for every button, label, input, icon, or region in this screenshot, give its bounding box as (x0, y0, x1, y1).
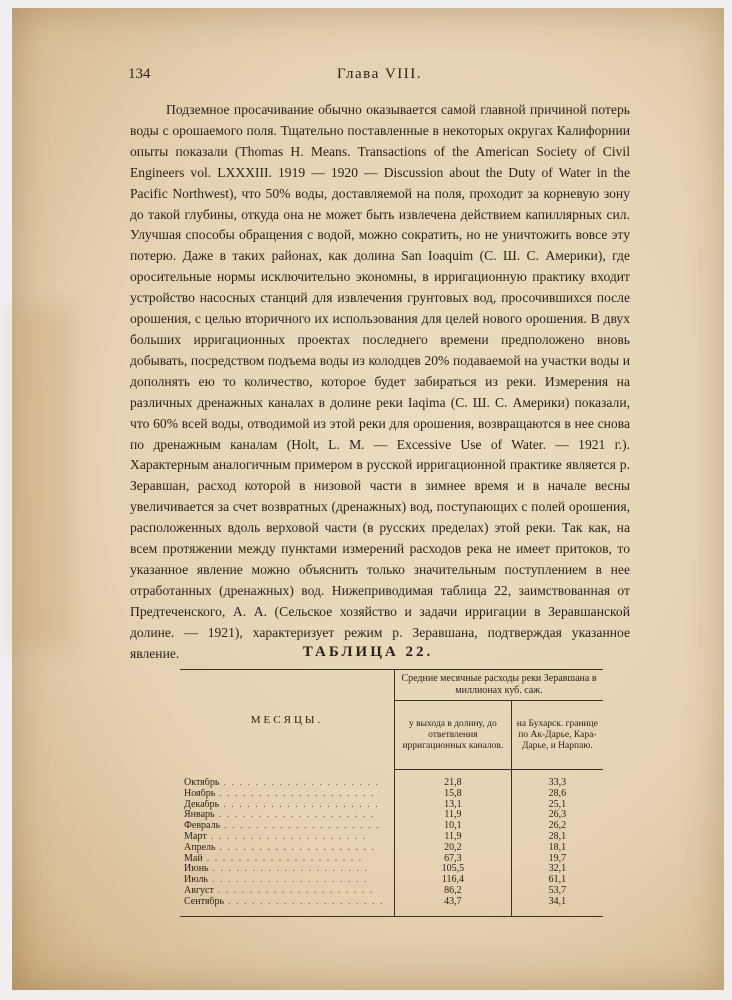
value-border: 34,1 (548, 895, 567, 907)
table-body (180, 778, 603, 908)
month-cell (180, 832, 395, 843)
month-label: Сентябрь (184, 896, 225, 907)
leader-dots: . . . . . . . . . . . . . . . . . . . . (208, 864, 369, 875)
month-label: Июль (184, 875, 208, 886)
leader-dots: . . . . . . . . . . . . . . . . . . . . (219, 778, 380, 788)
value-border: 26,2 (548, 820, 567, 832)
table-row (180, 810, 603, 821)
book-page (12, 8, 724, 990)
table-row (180, 832, 603, 843)
discharge-table (180, 669, 603, 917)
month-cell (180, 800, 395, 811)
value-outlet: 43,7 (395, 897, 512, 908)
value-outlet: 13,1 (395, 800, 512, 811)
leader-dots: . . . . . . . . . . . . . . . . . . . . (214, 810, 375, 821)
value-outlet: 10,1 (395, 821, 512, 832)
leader-dots: . . . . . . . . . . . . . . . . . . . . (215, 842, 376, 853)
value-border: 61,1 (548, 874, 567, 886)
value-border: 28,1 (548, 830, 567, 842)
table-title: ТАБЛИЦА 22. (302, 644, 434, 660)
value-border: 25,1 (548, 798, 567, 810)
value-border: 18,1 (548, 841, 567, 853)
body-paragraph: Подземное просачивание обычно оказывается самой главной причиной потерь воды с орошаемого поля. Тщательно поставленные в некоторых округах Калифорнии опыты показали (Thomas H. Means. Transactions of the American Society of Civil Engineers vol. LXXXIII. 1919 — 1920 — Discussion about the Duty of Water in the Pacific Northwest), что 50% воды, доставляемой на поля, проходит за корневую зону до такой глубины, откуда она не может быть извлечена действием капиллярных сил. Улучшая способы обращения с водой, можно сократить, но не уничтожить вовсе эту потерю. Даже в таких районах, как долина San Ioaquim (С. Ш. С. Америки), где оросительные нормы исключительно экономны, в ирригационную практику входит устройство насосных станций для извлечения грунтовых вод, просочившихся после орошения, с целью вторичного их использования для целей нового орошения. В двух больших ирригационных проектах последнего времени предположено вновь добывать, посредством подъема воды из колодцев 20% подаваемой на участки воды и дополнять ею то количество, которое будет забираться из реки. Измерения на различных дренажных каналах в долине реки Iaqima (С. Ш. С. Америки) показали, что 60% всей воды, отводимой из этой реки для орошения, возвращаются в нее снова по дренажным каналам (Holt, L. M. — Excessive Use of Water. — 1921 г.). Характерным аналогичным примером в русской ирригационной практике является р. Зеравшан, расход которой в низовой части в зимнее время и в начале весны увеличивается за счет возвратных (дренажных) вод, поступающих с полей орошения, расположенных вдоль верховой части (в русских пределах) этой реки. Так как, на всем протяжении между пунктами измерений расходов река не имеет притоков, то указанное явление можно объяснить только значительным поступлением в нее отработанных (дренажных) вод. Нижеприводимая таблица 22, заимствованная от Предтеченского, А. А. (Сельское хозяйство и задачи ирригации в Зеравшанской долине. — 1921), характеризует режим р. Зеравшана, подтверждая указанное явление. (130, 102, 630, 661)
value-border: 53,7 (548, 884, 567, 896)
table-row (180, 854, 603, 865)
table-row (180, 789, 603, 800)
month-label: Апрель (184, 842, 216, 853)
table-row (180, 875, 603, 886)
leader-dots: . . . . . . . . . . . . . . . . . . . . (202, 853, 363, 864)
leader-dots: . . . . . . . . . . . . . . . . . . . . (219, 799, 380, 810)
value-outlet: 86,2 (395, 886, 512, 897)
leader-dots: . . . . . . . . . . . . . . . . . . . . (213, 885, 374, 896)
col2-header: на Бухарск. границе по Ак-Дарье, Кара-Дарье, и Нарпаю. (511, 701, 603, 770)
value-border: 19,7 (548, 852, 567, 864)
value-border: 33,3 (548, 777, 567, 788)
month-label: Февраль (184, 821, 221, 832)
month-cell (180, 897, 395, 908)
col1-header: у выхода в долину, до ответвления ирригационных каналов. (395, 701, 512, 770)
value-border: 32,1 (548, 863, 567, 875)
value-border: 26,3 (548, 809, 567, 821)
month-cell (180, 821, 395, 832)
leader-dots: . . . . . . . . . . . . . . . . . . . . (224, 896, 385, 907)
value-outlet: 11,9 (395, 832, 512, 843)
value-outlet: 21,8 (395, 778, 512, 789)
table-header-row (180, 670, 603, 701)
month-cell (180, 810, 395, 821)
month-cell (180, 789, 395, 800)
month-label: Март (184, 831, 207, 842)
value-outlet: 67,3 (395, 854, 512, 865)
leader-dots: . . . . . . . . . . . . . . . . . . . . (206, 831, 367, 842)
month-cell (180, 875, 395, 886)
value-outlet: 116,4 (395, 875, 512, 886)
month-label: Август (184, 885, 214, 896)
leader-dots: . . . . . . . . . . . . . . . . . . . . (215, 788, 376, 799)
leader-dots: . . . . . . . . . . . . . . . . . . . . (220, 821, 381, 832)
table-row (180, 778, 603, 789)
month-label: Декабрь (184, 799, 220, 810)
value-outlet: 105,5 (395, 864, 512, 875)
month-cell (180, 886, 395, 897)
month-label: Январь (184, 810, 215, 821)
value-outlet: 20,2 (395, 843, 512, 854)
value-outlet: 15,8 (395, 789, 512, 800)
table-spacer (180, 770, 603, 779)
table-row (180, 864, 603, 875)
table-row (180, 843, 603, 854)
page-header (12, 66, 724, 86)
month-label: Октябрь (184, 778, 220, 788)
table-row (180, 897, 603, 908)
page-stain (12, 308, 72, 648)
month-cell (180, 864, 395, 875)
leader-dots: . . . . . . . . . . . . . . . . . . . . (208, 875, 368, 886)
chapter-title: Глава VIII. (337, 66, 423, 82)
month-cell (180, 854, 395, 865)
group-column-header: Средние месячные расходы реки Зеравшана в миллионах куб. саж. (395, 670, 604, 701)
table-row (180, 821, 603, 832)
table-row (180, 800, 603, 811)
value-border: 28,6 (548, 787, 567, 799)
month-label: Ноябрь (184, 788, 216, 799)
table-row (180, 886, 603, 897)
month-cell (180, 778, 395, 789)
month-label: Май (184, 853, 203, 864)
page-number: 134 (128, 66, 151, 82)
month-label: Июнь (184, 864, 209, 875)
month-column-header: МЕСЯЦЫ. (180, 670, 395, 770)
value-outlet: 11,9 (395, 810, 512, 821)
month-cell (180, 843, 395, 854)
table-spacer-bottom (180, 908, 603, 917)
